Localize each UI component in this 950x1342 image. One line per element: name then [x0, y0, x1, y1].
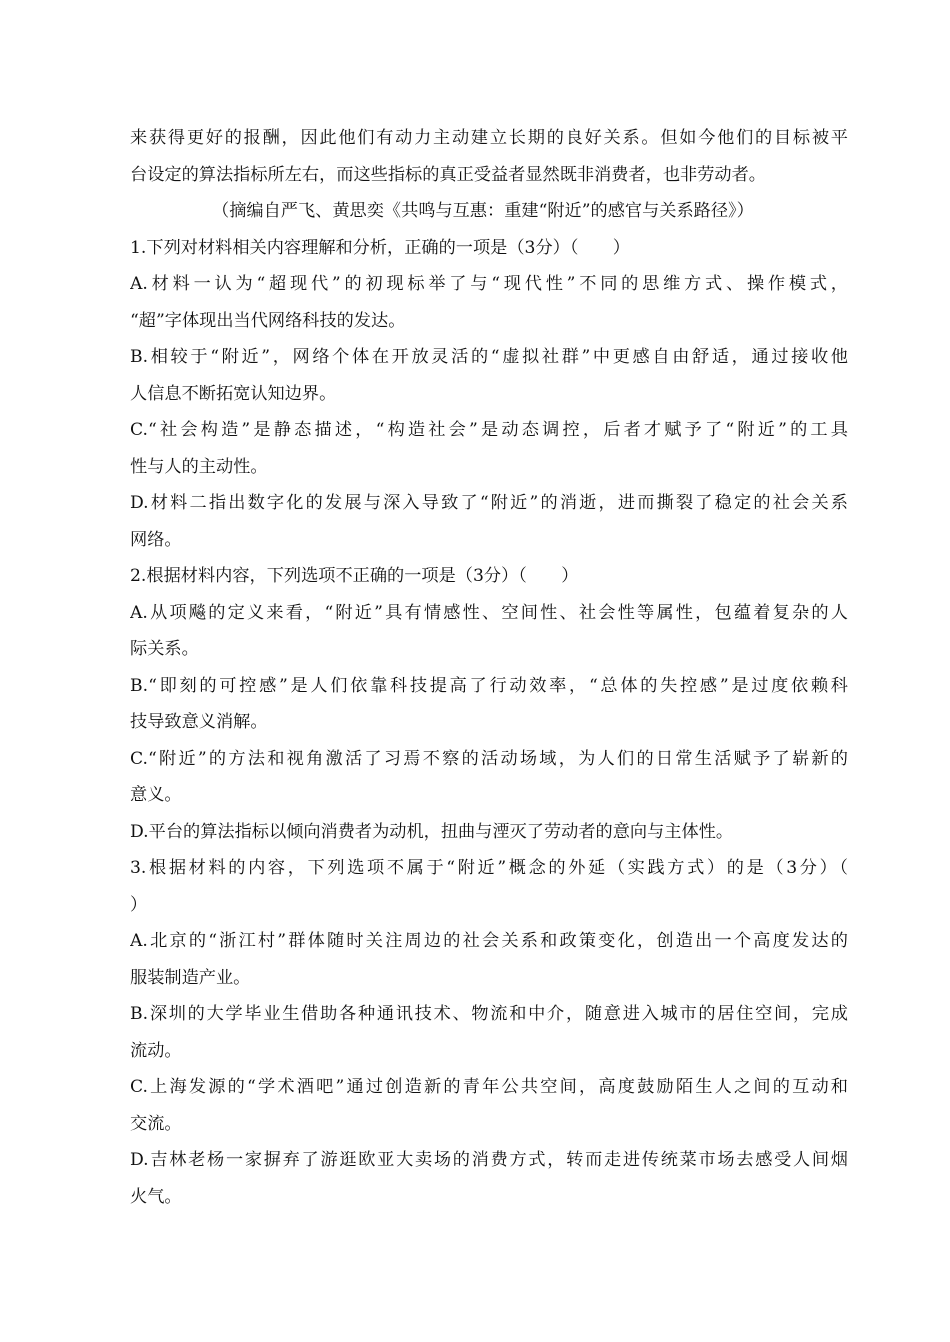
option-line: 火气。	[130, 1186, 182, 1207]
option-a	[130, 266, 848, 339]
source-citation: （摘编自严飞、黄思奕《共鸣与互惠：重建“附近”的感官与关系路径》）	[212, 201, 754, 221]
passage-line: 台设定的算法指标所左右，而这些指标的真正受益者显然既非消费者，也非劳动者。	[130, 164, 766, 185]
option-a	[130, 923, 848, 996]
question-2	[130, 558, 848, 850]
option-line: A.北京的“浙江村”群体随时关注周边的社会关系和政策变化，创造出一个高度发达的	[130, 931, 848, 951]
option-d	[130, 814, 848, 851]
option-d	[130, 1142, 848, 1215]
option-line: 交流。	[130, 1113, 182, 1134]
question-stem: ）	[130, 894, 148, 915]
option-b	[130, 339, 848, 412]
option-line: A.材料一认为“超现代”的初现标举了与“现代性”不同的思维方式、操作模式，	[130, 274, 848, 294]
question-3	[130, 850, 848, 1215]
option-line: 际关系。	[130, 639, 199, 659]
option-c	[130, 741, 848, 814]
question-stem: 2.根据材料内容，下列选项不正确的一项是（3分）（ ）	[130, 566, 579, 586]
option-line: 人信息不断拓宽认知边界。	[130, 383, 337, 404]
option-line: 服装制造产业。	[130, 967, 251, 988]
option-line: D.材料二指出数字化的发展与深入导致了“附近”的消逝，进而撕裂了稳定的社会关系	[130, 493, 848, 513]
option-line: 意义。	[130, 785, 182, 805]
option-c	[130, 1069, 848, 1142]
option-line: B.相较于“附近”，网络个体在开放灵活的“虚拟社群”中更感自由舒适，通过接收他	[130, 347, 848, 367]
question-stem: 1.下列对材料相关内容理解和分析，正确的一项是（3分）（ ）	[130, 237, 630, 258]
option-line: D.平台的算法指标以倾向消费者为动机，扭曲与湮灭了劳动者的意向与主体性。	[130, 821, 734, 842]
option-line: C.上海发源的“学术酒吧”通过创造新的青年公共空间，高度鼓励陌生人之间的互动和	[130, 1077, 848, 1097]
page-content	[130, 120, 848, 1215]
option-line: 网络。	[130, 529, 182, 550]
option-a	[130, 595, 848, 668]
option-line: C.“附近”的方法和视角激活了习焉不察的活动场域，为人们的日常生活赋予了崭新的	[130, 748, 848, 769]
option-b	[130, 996, 848, 1069]
option-line: D.吉林老杨一家摒弃了游逛欧亚大卖场的消费方式，转而走进传统菜市场去感受人间烟	[130, 1150, 848, 1170]
option-line: B.深圳的大学毕业生借助各种通讯技术、物流和中介，随意进入城市的居住空间，完成	[130, 1004, 848, 1024]
option-d	[130, 485, 848, 558]
option-b	[130, 668, 848, 741]
option-line: 流动。	[130, 1040, 182, 1061]
question-stem: 3.根据材料的内容，下列选项不属于“附近”概念的外延（实践方式）的是（3分）（	[130, 858, 848, 878]
option-line: “超”字体现出当代网络科技的发达。	[130, 310, 406, 331]
option-line: 性与人的主动性。	[130, 456, 268, 477]
option-c	[130, 412, 848, 485]
passage-line: 来获得更好的报酬，因此他们有动力主动建立长期的良好关系。但如今他们的目标被平	[130, 128, 848, 148]
option-line: 技导致意义消解。	[130, 712, 268, 732]
question-1	[130, 230, 848, 559]
option-line: A.从项飚的定义来看，“附近”具有情感性、空间性、社会性等属性，包蕴着复杂的人	[130, 602, 848, 623]
option-line: B.“即刻的可控感”是人们依靠科技提高了行动效率，“总体的失控感”是过度依赖科	[130, 675, 848, 696]
option-line: C.“社会构造”是静态描述，“构造社会”是动态调控，后者才赋予了“附近”的工具	[130, 420, 848, 440]
